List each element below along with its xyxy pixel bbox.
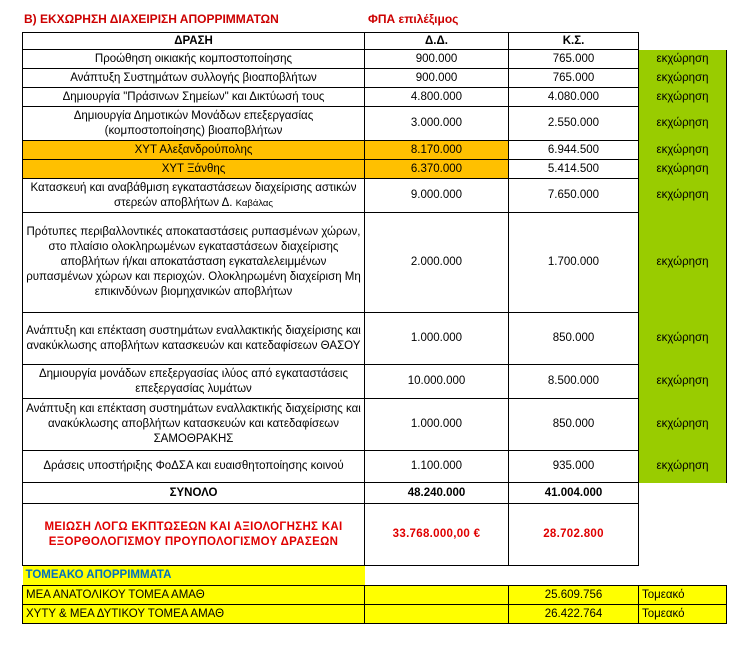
sector-status: Τομεακό [639, 586, 727, 605]
status-cell: εκχώρηση [639, 451, 727, 483]
action-text: Κατασκευή και αναβάθμιση εγκαταστάσεων διαχείρισης αστικών στερεών αποβλήτων Δ. [30, 181, 357, 209]
dd-cell: 1.100.000 [365, 451, 509, 483]
action-cell: ΧΥΤ Ξάνθης [23, 160, 365, 179]
action-cell: Ανάπτυξη και επέκταση συστημάτων εναλλακτικής διαχείρισης και ανακύκλωσης αποβλήτων κατασκευών και κατεδαφίσεων ΘΑΣΟΥ [23, 313, 365, 365]
table-row [23, 365, 727, 399]
table-row [23, 141, 727, 160]
reduction-dd: 33.768.000,00 € [365, 504, 509, 566]
dd-cell: 900.000 [365, 50, 509, 69]
table-row [23, 313, 727, 365]
status-cell: εκχώρηση [639, 399, 727, 451]
reduction-row [23, 504, 727, 566]
sector-action: ΜΕΑ ΑΝΑΤΟΛΙΚΟΥ ΤΟΜΕΑ ΑΜΑΘ [23, 586, 365, 605]
ks-cell: 765.000 [509, 69, 639, 88]
table-row [23, 69, 727, 88]
header-action: ΔΡΑΣΗ [23, 33, 365, 50]
sector-status: Τομεακό [639, 605, 727, 624]
action-cell [23, 179, 365, 213]
vat-note: ΦΠΑ επιλέξιμος [368, 12, 459, 26]
action-cell: Ανάπτυξη και επέκταση συστημάτων εναλλακτικής διαχείρισης και ανακύκλωσης αποβλήτων κατασκευών και κατεδαφίσεων ΣΑΜΟΘΡΑΚΗΣ [23, 399, 365, 451]
header-dd: Δ.Δ. [365, 33, 509, 50]
table-row [23, 107, 727, 141]
action-text-small: Καβάλας [235, 197, 274, 209]
status-cell: εκχώρηση [639, 313, 727, 365]
status-cell: εκχώρηση [639, 69, 727, 88]
action-cell: Δημιουργία μονάδων επεξεργασίας ιλύος από εγκαταστάσεις επεξεργασίας λυμάτων [23, 365, 365, 399]
total-ks: 41.004.000 [509, 483, 639, 504]
dd-cell: 9.000.000 [365, 179, 509, 213]
actions-table [22, 32, 727, 624]
ks-cell: 7.650.000 [509, 179, 639, 213]
ks-cell: 850.000 [509, 399, 639, 451]
action-cell: ΧΥΤ Αλεξανδρούπολης [23, 141, 365, 160]
table-row [23, 179, 727, 213]
header-ks: Κ.Σ. [509, 33, 639, 50]
ks-cell: 8.500.000 [509, 365, 639, 399]
sector-action: ΧΥΤΥ & ΜΕΑ ΔΥΤΙΚΟΥ ΤΟΜΕΑ ΑΜΑΘ [23, 605, 365, 624]
status-cell: εκχώρηση [639, 50, 727, 69]
dd-cell: 1.000.000 [365, 399, 509, 451]
status-cell: εκχώρηση [639, 179, 727, 213]
status-cell: εκχώρηση [639, 213, 727, 313]
action-cell: Δημιουργία Δημοτικών Μονάδων επεξεργασίας (κομποστοποίησης) βιοαποβλήτων [23, 107, 365, 141]
total-label: ΣΥΝΟΛΟ [23, 483, 365, 504]
dd-cell: 1.000.000 [365, 313, 509, 365]
ks-cell: 4.080.000 [509, 88, 639, 107]
total-row [23, 483, 727, 504]
action-cell: Πρότυπες περιβαλλοντικές αποκαταστάσεις ρυπασμένων χώρων, στο πλαίσιο ολοκληρωμένων εγκαταστάσεων διαχείρισης αποβλήτων ή/και αποκατάσταση εγκαταλελειμμένων ρυπασμένων χώρων και περιοχών. Ολοκληρωμένη διαχείριση Μη επικινδύνων βιομηχανικών αποβλήτων [23, 213, 365, 313]
status-cell: εκχώρηση [639, 88, 727, 107]
sector-ks: 25.609.756 [509, 586, 639, 605]
sector-row [23, 605, 727, 624]
status-cell: εκχώρηση [639, 107, 727, 141]
dd-cell: 8.170.000 [365, 141, 509, 160]
action-cell: Δημιουργία "Πράσινων Σημείων" και Δικτύωσή τους [23, 88, 365, 107]
header-row [23, 33, 727, 50]
table-row [23, 213, 727, 313]
ks-cell: 1.700.000 [509, 213, 639, 313]
action-cell: Ανάπτυξη Συστημάτων συλλογής βιοαποβλήτων [23, 69, 365, 88]
table-row [23, 88, 727, 107]
dd-cell: 900.000 [365, 69, 509, 88]
dd-cell: 4.800.000 [365, 88, 509, 107]
ks-cell: 850.000 [509, 313, 639, 365]
ks-cell: 765.000 [509, 50, 639, 69]
ks-cell: 935.000 [509, 451, 639, 483]
sheet-title [24, 12, 504, 30]
dd-cell: 10.000.000 [365, 365, 509, 399]
sector-row [23, 586, 727, 605]
action-cell: Δράσεις υποστήριξης ΦοΔΣΑ και ευαισθητοποίησης κοινού [23, 451, 365, 483]
table-row [23, 160, 727, 179]
sector-heading-row [23, 566, 727, 586]
ks-cell: 6.944.500 [509, 141, 639, 160]
dd-cell: 6.370.000 [365, 160, 509, 179]
table-row [23, 50, 727, 69]
sector-heading: ΤΟΜΕΑΚΟ ΑΠΟΡΡΙΜΜΑΤΑ [23, 566, 365, 586]
status-cell: εκχώρηση [639, 141, 727, 160]
total-dd: 48.240.000 [365, 483, 509, 504]
status-cell: εκχώρηση [639, 160, 727, 179]
section-title: Β) ΕΚΧΩΡΗΣΗ ΔΙΑΧΕΙΡΙΣΗ ΑΠΟΡΡΙΜΜΑΤΩΝ [24, 12, 279, 26]
ks-cell: 5.414.500 [509, 160, 639, 179]
dd-cell: 2.000.000 [365, 213, 509, 313]
table-row [23, 451, 727, 483]
ks-cell: 2.550.000 [509, 107, 639, 141]
reduction-ks: 28.702.800 [509, 504, 639, 566]
sector-ks: 26.422.764 [509, 605, 639, 624]
table-row [23, 399, 727, 451]
reduction-label: ΜΕΙΩΣΗ ΛΟΓΩ ΕΚΠΤΩΣΕΩΝ ΚΑΙ ΑΞΙΟΛΟΓΗΣΗΣ ΚΑΙ ΕΞΟΡΘΟΛΟΓΙΣΜΟΥ ΠΡΟΥΠΟΛΟΓΙΣΜΟΥ ΔΡΑΣΕΩΝ [23, 504, 365, 566]
dd-cell: 3.000.000 [365, 107, 509, 141]
status-cell: εκχώρηση [639, 365, 727, 399]
action-cell: Προώθηση οικιακής κομποστοποίησης [23, 50, 365, 69]
